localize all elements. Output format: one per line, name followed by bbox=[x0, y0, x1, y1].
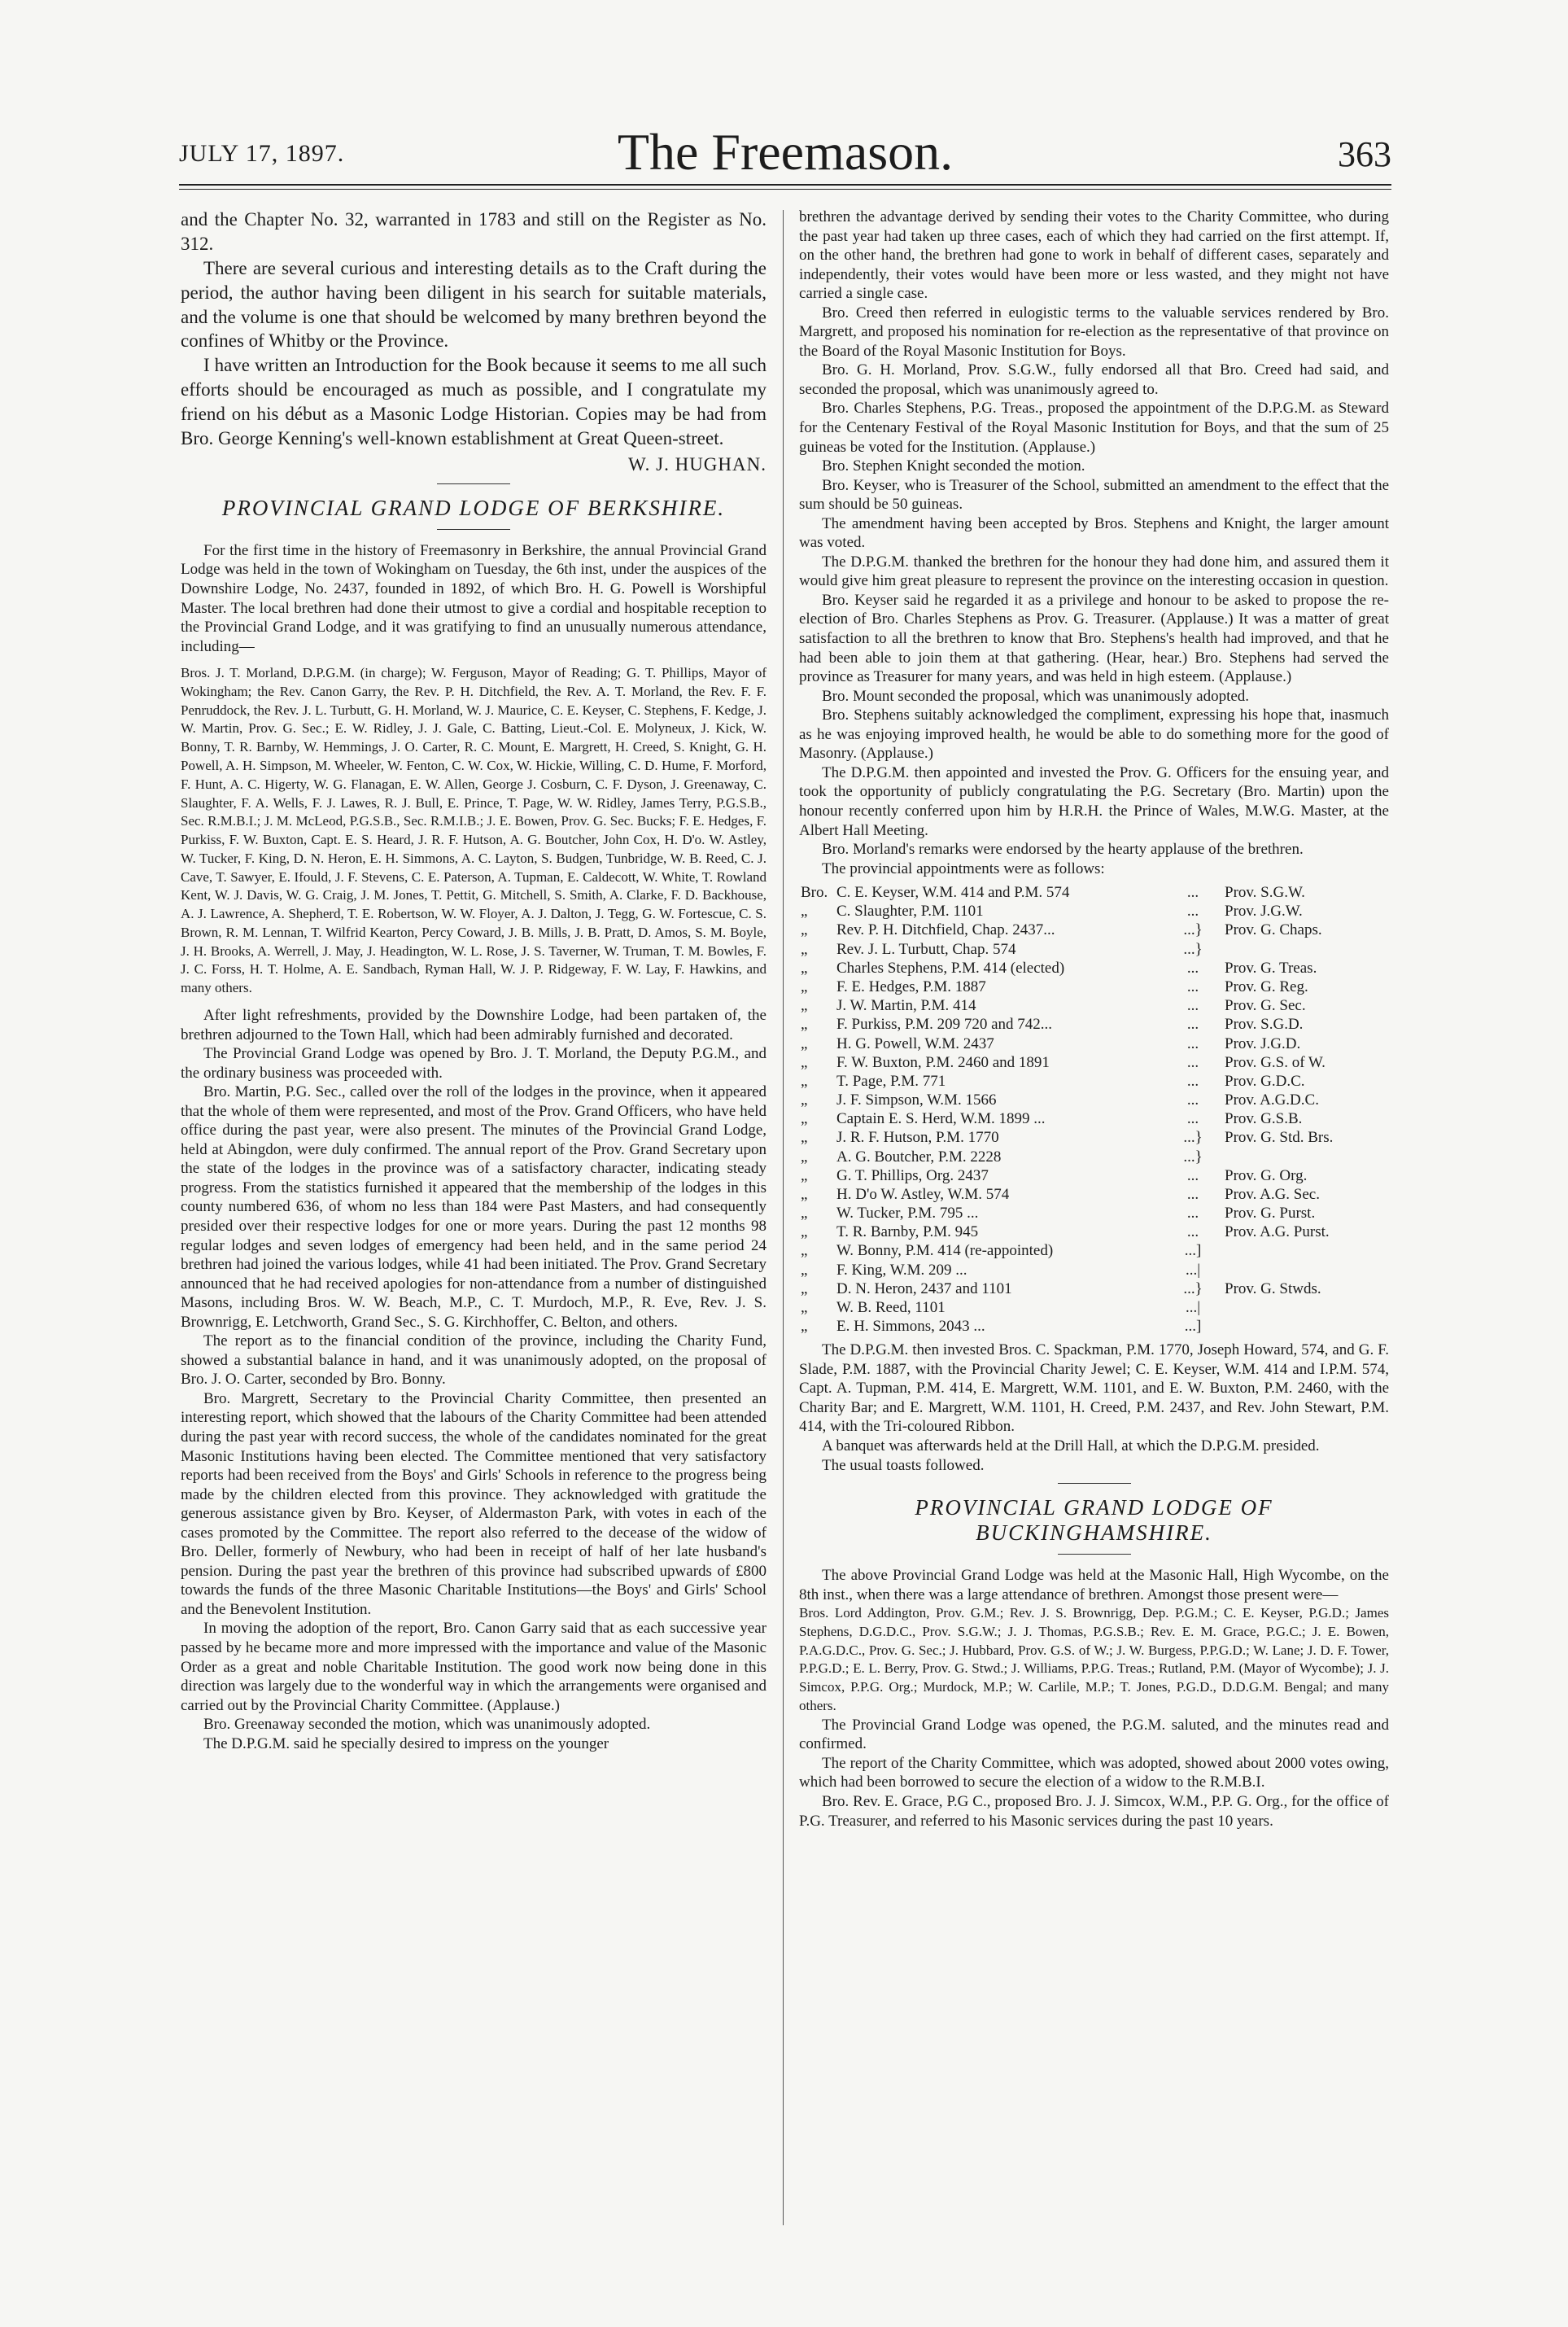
appointment-prefix: „ bbox=[801, 1223, 808, 1241]
paragraph: A banquet was afterwards held at the Drill Hall, at which the D.P.G.M. presided. bbox=[822, 1437, 1320, 1454]
paragraph: The Provincial Grand Lodge was opened by Bro. J. T. Morland, the Deputy P.G.M., and the ordinary business was proceeded with. bbox=[181, 1045, 767, 1082]
appointment-row bbox=[799, 1015, 1389, 1034]
appointment-prefix: „ bbox=[801, 1129, 808, 1147]
leader-dots: ... bbox=[1186, 1205, 1199, 1223]
leader-dots: ...| bbox=[1185, 1298, 1201, 1316]
leader-dots: ... bbox=[1186, 1185, 1199, 1203]
appointee-name: F. W. Buxton, P.M. 2460 and 1891 bbox=[836, 1053, 1050, 1071]
section-rule bbox=[437, 483, 510, 484]
paragraph: Bro. Rev. E. Grace, P.G C., proposed Bro. J. J. Simcox, W.M., P.P. G. Org., for the office of P.G. Treasurer, and referred to his Masonic services during the past 10 years. bbox=[799, 1792, 1389, 1830]
appointee-name: H. G. Powell, W.M. 2437 bbox=[836, 1034, 994, 1052]
appointment-prefix: „ bbox=[801, 1034, 808, 1052]
paragraph: The Provincial Grand Lodge was opened, the P.G.M. saluted, and the minutes read and confirmed. bbox=[799, 1716, 1389, 1753]
appointment-prefix: „ bbox=[801, 1072, 808, 1090]
appointment-prefix: „ bbox=[801, 1279, 808, 1297]
appointee-name: W. Bonny, P.M. 414 (re-appointed) bbox=[836, 1242, 1054, 1260]
appointment-row bbox=[799, 996, 1389, 1015]
appointee-name: Rev. P. H. Ditchfield, Chap. 2437... bbox=[836, 921, 1055, 939]
leader-dots: ... bbox=[1186, 997, 1199, 1015]
paragraph: The report as to the financial condition of the province, including the Charity Fund, showed a substantial balance in hand, and it was unanimously adopted, on the proposal of Bro. J. O. Carter, seconded by Bro. Bonny. bbox=[181, 1332, 767, 1389]
appointment-prefix: Bro. bbox=[801, 884, 828, 902]
paragraph: The D.P.G.M. said he specially desired to impress on the younger bbox=[203, 1734, 609, 1752]
leader-dots: ... bbox=[1186, 959, 1199, 977]
office-title: Prov. G.D.C. bbox=[1225, 1072, 1305, 1090]
appointee-name: G. T. Phillips, Org. 2437 bbox=[836, 1166, 989, 1184]
appointment-prefix: „ bbox=[801, 997, 808, 1015]
page-number: 363 bbox=[1338, 134, 1391, 174]
leader-dots: ... bbox=[1186, 1072, 1199, 1090]
paragraph: Bro. Creed then referred in eulogistic terms to the valuable services rendered by Bro. Margrett, and proposed his nomination for re-election as the representative of that province on the Board of the Royal Masonic Institution for Boys. bbox=[799, 304, 1389, 360]
appointment-prefix: „ bbox=[801, 1242, 808, 1260]
paragraph: Bro. Margrett, Secretary to the Provincial Charity Committee, then presented an interesting report, which showed that the labours of the Charity Committee had been attended during the past year with record success, the whole of the candidates nominated for the great Masonic Institutions having been elected. The Committee mentioned that very satisfactory reports had been received from the Boys' and Girls' Schools in reference to the progress being made by the children elected from this province. They acknowledged with gratitude the generous assistance given by Bro. Keyser, of Aldermaston Park, with votes in each of the cases promoted by the Committee. The report also referred to the decease of the widow of Bro. Deller, formerly of Newbury, who had been in receipt of half of her late husband's pension. During the past year the brethren of this province had subscribed upwards of £800 towards the funds of the three Masonic Charitable Institutions—the Boys' and Girls' School and the Benevolent Institution. bbox=[181, 1389, 767, 1618]
paragraph: The D.P.G.M. then invested Bros. C. Spackman, P.M. 1770, Joseph Howard, 574, and G. F. Slade, P.M. 1887, with the Provincial Charity Jewel; C. E. Keyser, W.M. 414 and I.P.M. 574, Capt. A. Tupman, P.M. 414, E. Margrett, W.M. 1101, and E. W. Buxton, P.M. 2460, with the Charity Bar; and E. Margrett, W.M. 1101, H. Creed, P.M. 2437, and Rev. John Stewart, P.M. 414, with the Tri-coloured Ribbon. bbox=[799, 1341, 1389, 1436]
issue-date: JULY 17, 1897. bbox=[179, 140, 345, 167]
appointee-name: F. E. Hedges, P.M. 1887 bbox=[836, 978, 986, 995]
appointee-name: J. F. Simpson, W.M. 1566 bbox=[836, 1091, 997, 1109]
appointee-name: J. R. F. Hutson, P.M. 1770 bbox=[836, 1129, 999, 1147]
office-title: Prov. G. Chaps. bbox=[1225, 921, 1322, 939]
paragraph: There are several curious and interesting details as to the Craft during the period, the author having been diligent in his search for suitable materials, and the volume is one that should be welcomed by many brethren beyond the confines of Whitby or the Province. bbox=[181, 257, 767, 352]
leader-dots: ... bbox=[1186, 1166, 1199, 1184]
paragraph: Bro. Martin, P.G. Sec., called over the roll of the lodges in the province, when it appeared that the whole of them were represented, and most of the Prov. Grand Officers, who have held office during the past year, were also present. The minutes of the Provincial Grand Lodge, held at Abingdon, were duly confirmed. The annual report of the Prov. Grand Secretary upon the state of the lodges in the province was of a satisfactory character, indicating steady progress. From the statistics furnished it appeared that the membership of the lodges in this county numbered 636, of whom no less than 184 were Past Masters, and had consequently presided over their respective lodges for one or more years. During the past 12 months 98 regular lodges and seven lodges of emergency had been held, and in the same period 24 brethren had joined the various lodges, while 41 had been initiated. The Prov. Grand Secretary announced that he had received apologies for non-attendance from a number of distinguished Masons, including Bros. W. W. Beach, M.P., C. T. Murdoch, M.P., R. Eve, Rev. J. S. Brownrigg, E. Letchworth, Grand Sec., S. G. Kirchhoffer, C. Belton, and others. bbox=[181, 1083, 767, 1331]
appointment-prefix: „ bbox=[801, 1166, 808, 1184]
appointment-prefix: „ bbox=[801, 1053, 808, 1071]
appointment-prefix: „ bbox=[801, 1261, 808, 1279]
appointee-name: Charles Stephens, P.M. 414 (elected) bbox=[836, 959, 1065, 977]
paragraph: After light refreshments, provided by the Downshire Lodge, had been partaken of, the brethren adjourned to the Town Hall, which had been admirably furnished and decorated. bbox=[181, 1006, 767, 1043]
leader-dots: ... bbox=[1186, 978, 1199, 995]
leader-dots: ...} bbox=[1183, 1279, 1203, 1297]
right-column bbox=[799, 208, 1389, 2229]
section-rule bbox=[1058, 1554, 1131, 1555]
column-divider bbox=[783, 210, 784, 2225]
appointment-row bbox=[799, 978, 1389, 996]
office-title bbox=[1223, 1148, 1389, 1166]
leader-dots: ...| bbox=[1185, 1261, 1201, 1279]
paragraph: For the first time in the history of Freemasonry in Berkshire, the annual Provincial Grand Lodge was held in the town of Wokingham on Tuesday, the 6th inst, under the auspices of the Downshire Lodge, No. 2437, founded in 1892, of which Bro. H. G. Powell is Worshipful Master. The local brethren had done their utmost to give a cordial and hospitable reception to the Provincial Grand Lodge, and it was gratifying to find an unusually numerous attendance, including— bbox=[181, 541, 767, 655]
appointments-table bbox=[799, 883, 1389, 1336]
office-title: Prov. S.G.D. bbox=[1225, 1016, 1304, 1034]
paragraph: Bro. Greenaway seconded the motion, which was unanimously adopted. bbox=[203, 1716, 651, 1734]
appointee-name: F. Purkiss, P.M. 209 720 and 742... bbox=[836, 1016, 1053, 1034]
appointment-row bbox=[799, 1241, 1389, 1260]
paragraph: Bro. Morland's remarks were endorsed by the hearty applause of the brethren. bbox=[822, 841, 1304, 859]
paragraph: and the Chapter No. 32, warranted in 1783 and still on the Register as No. 312. bbox=[181, 209, 767, 254]
paragraph: Bro. G. H. Morland, Prov. S.G.W., fully endorsed all that Bro. Creed had said, and seconded the proposal, which was unanimously agreed to. bbox=[799, 361, 1389, 398]
office-title: Prov. G. Purst. bbox=[1225, 1205, 1316, 1223]
office-title bbox=[1223, 1298, 1389, 1317]
appointment-row bbox=[799, 940, 1389, 959]
office-title bbox=[1223, 1241, 1389, 1260]
appointment-row bbox=[799, 1091, 1389, 1109]
appointment-row bbox=[799, 1185, 1389, 1204]
office-title: Prov. J.G.D. bbox=[1225, 1034, 1301, 1052]
office-title: Prov. G. Std. Brs. bbox=[1225, 1129, 1334, 1147]
paragraph: The report of the Charity Committee, which was adopted, showed about 2000 votes owing, which had been borrowed to secure the election of a widow to the R.M.B.I. bbox=[799, 1754, 1389, 1791]
leader-dots: ...} bbox=[1183, 940, 1203, 958]
appointment-prefix: „ bbox=[801, 940, 808, 958]
appointee-name: T. Page, P.M. 771 bbox=[836, 1072, 946, 1090]
office-title: Prov. G. Treas. bbox=[1225, 959, 1317, 977]
appointee-name: J. W. Martin, P.M. 414 bbox=[836, 997, 976, 1015]
office-title bbox=[1223, 940, 1389, 959]
appointment-prefix: „ bbox=[801, 959, 808, 977]
appointee-name: C. E. Keyser, W.M. 414 and P.M. 574 bbox=[836, 884, 1070, 902]
office-title bbox=[1223, 1261, 1389, 1279]
appointment-prefix: „ bbox=[801, 1318, 808, 1336]
appointment-prefix: „ bbox=[801, 1091, 808, 1109]
office-title: Prov. G.S. of W. bbox=[1225, 1053, 1326, 1071]
paragraph: The provincial appointments were as follows: bbox=[822, 860, 1105, 877]
office-title bbox=[1223, 1317, 1389, 1336]
office-title: Prov. S.G.W. bbox=[1225, 884, 1305, 902]
office-title: Prov. G. Org. bbox=[1225, 1166, 1308, 1184]
appointment-row bbox=[799, 959, 1389, 978]
appointee-name: C. Slaughter, P.M. 1101 bbox=[836, 903, 984, 921]
leader-dots: ... bbox=[1186, 1091, 1199, 1109]
paragraph: The usual toasts followed. bbox=[822, 1456, 985, 1474]
masthead bbox=[179, 122, 1391, 192]
paragraph: The D.P.G.M. thanked the brethren for the honour they had done him, and assured them it would give him great pleasure to represent the province on the interesting occasion in question. bbox=[799, 553, 1389, 590]
appointment-prefix: „ bbox=[801, 903, 808, 921]
section-rule bbox=[1058, 1483, 1131, 1484]
leader-dots: ... bbox=[1186, 1034, 1199, 1052]
paragraph: The above Provincial Grand Lodge was held at the Masonic Hall, High Wycombe, on the 8th inst., when there was a large attendance of brethren. Amongst those present were— bbox=[799, 1567, 1389, 1603]
leader-dots: ...} bbox=[1183, 1148, 1203, 1166]
office-title: Prov. G. Reg. bbox=[1225, 978, 1308, 995]
paragraph: brethren the advantage derived by sending their votes to the Charity Committee, who during the past year had taken up three cases, each of which they had carried on the first attempt. If, on the other hand, the brethren had gone to work in behalf of different cases, separately and independently, their votes would have been more or less wasted, and they might not have carried a single case. bbox=[799, 208, 1389, 303]
paragraph: The amendment having been accepted by Bros. Stephens and Knight, the larger amount was voted. bbox=[799, 514, 1389, 552]
appointee-name: E. H. Simmons, 2043 ... bbox=[836, 1318, 985, 1336]
appointee-name: A. G. Boutcher, P.M. 2228 bbox=[836, 1148, 1002, 1166]
office-title: Prov. A.G. Purst. bbox=[1225, 1223, 1330, 1241]
leader-dots: ... bbox=[1186, 903, 1199, 921]
leader-dots: ... bbox=[1186, 1016, 1199, 1034]
appointee-name: Rev. J. L. Turbutt, Chap. 574 bbox=[836, 940, 1016, 958]
appointment-row bbox=[799, 921, 1389, 939]
office-title: Prov. G.S.B. bbox=[1225, 1110, 1303, 1128]
paragraph: The D.P.G.M. then appointed and invested the Prov. G. Officers for the ensuing year, and took the opportunity of publicly congratulating the P.G. Secretary (Bro. Martin) upon the honour recently conferred upon him by H.R.H. the Prince of Wales, M.W.G. Master, at the Albert Hall Meeting. bbox=[799, 763, 1389, 839]
appointment-prefix: „ bbox=[801, 1110, 808, 1128]
appointment-row bbox=[799, 1279, 1389, 1298]
section-heading: PROVINCIAL GRAND LODGE OF BERKSHIRE. bbox=[221, 495, 726, 520]
appointment-row bbox=[799, 1261, 1389, 1279]
office-title: Prov. G. Stwds. bbox=[1225, 1279, 1321, 1297]
leader-dots: ...} bbox=[1183, 1129, 1203, 1147]
paragraph: I have written an Introduction for the Book because it seems to me all such efforts should be encouraged as much as possible, and I congratulate my friend on his début as a Masonic Lodge Historian. Copies may be had from Bro. George Kenning's well-known establishment at Great Queen-street. bbox=[181, 355, 767, 449]
leader-dots: ... bbox=[1186, 1223, 1199, 1241]
office-title: Prov. J.G.W. bbox=[1225, 903, 1303, 921]
section-heading: PROVINCIAL GRAND LODGE OF BUCKINGHAMSHIRE. bbox=[915, 1495, 1273, 1546]
attendee-list: Bros. Lord Addington, Prov. G.M.; Rev. J. S. Brownrigg, Dep. P.G.M.; C. E. Keyser, P.G.D.; James Stephens, D.G.D.C., Prov. S.G.W.; J. J. Thomas, P.G.S.B.; Rev. E. M. Grace, P.G.C.; J. E. Bowen, P.A.G.D.C., Prov. G. Sec.; J. Hubbard, Prov. G.S. of W.; J. W. Burgess, P.P.G.D.; W. Lane; J. D. F. Tower, P.P.G.D.; E. L. Berry, Prov. G. Stwd.; J. Williams, P.P.G. Treas.; Rutland, P.M. (Mayor of Wycombe); J. J. Simcox, P.P.G. Org.; Murdock, M.P.; W. Carlile, M.P.; T. Jones, P.G.D., D.D.G.M. Bengal; and many others. bbox=[799, 1605, 1389, 1714]
appointment-prefix: „ bbox=[801, 1205, 808, 1223]
paragraph: Bro. Stephens suitably acknowledged the compliment, expressing his hope that, inasmuch as he was enjoying improved health, he would be able to do something more for the good of Masonry. (Applause.) bbox=[799, 706, 1389, 763]
paragraph: Bro. Stephen Knight seconded the motion. bbox=[822, 457, 1085, 475]
appointment-row bbox=[799, 1053, 1389, 1072]
header-rule-thin bbox=[179, 189, 1391, 190]
paragraph: Bro. Mount seconded the proposal, which was unanimously adopted. bbox=[822, 687, 1250, 705]
appointment-prefix: „ bbox=[801, 1298, 808, 1316]
appointment-prefix: „ bbox=[801, 1016, 808, 1034]
paragraph: Bro. Keyser said he regarded it as a privilege and honour to be asked to propose the re-election of Bro. Charles Stephens as Prov. G. Treasurer. (Applause.) It was a matter of great satisfaction to all the brethren to know that Bro. Stephens's health had improved, and that he had been able to join them at that gathering. (Hear, hear.) Bro. Stephens had served the province as Treasurer for many years, and was held in high esteem. (Applause.) bbox=[799, 591, 1389, 686]
appointment-row bbox=[799, 902, 1389, 921]
appointment-row bbox=[799, 883, 1389, 902]
attendee-list: Bros. J. T. Morland, D.P.G.M. (in charge); W. Ferguson, Mayor of Reading; G. T. Phillips, Mayor of Wokingham; the Rev. Canon Garry, the Rev. P. H. Ditchfield, the Rev. A. T. Morland, the Rev. F. F. Penruddock, the Rev. J. L. Turbutt, G. H. Morland, W. J. Maurice, C. E. Keyser, C. Stephens, F. Kedge, J. W. Martin, Prov. G. Sec.; E. W. Ridley, J. J. Gale, C. Batting, Lieut.-Col. E. Molyneux, J. Kick, W. Bonny, T. R. Barnby, W. Hemmings, J. O. Carter, R. C. Mount, E. Margrett, H. Creed, S. Knight, G. H. Powell, A. H. Simpson, M. Wheeler, W. Fenton, C. W. Cox, W. Hickie, Willing, C. D. Hume, F. Morford, F. Hunt, A. C. Higerty, W. G. Flanagan, E. W. Allen, George J. Cosburn, C. F. Dyson, J. Greenaway, C. Slaughter, F. A. Wells, F. J. Lawes, R. J. Bull, E. Prince, T. Page, W. W. Ridley, James Terry, P.G.S.B., Sec. R.M.B.I.; J. M. McLeod, P.G.S.B., Sec. R.M.I.B.; J. E. Bowen, Prov. G. Sec. Bucks; F. E. Hedges, F. Purkiss, F. W. Buxton, Capt. E. S. Heard, J. R. F. Hutson, A. G. Boutcher, John Cox, H. D'o. W. Astley, W. Tucker, F. King, D. N. Heron, E. H. Simmons, A. C. Layton, S. Budgen, Tunbridge, W. B. Reed, C. J. Cave, T. Sawyer, E. Ifould, J. F. Stevens, C. E. Paterson, A. Tupman, E. Caldecott, W. White, T. Rowland Kent, W. J. Davis, W. G. Craig, J. M. Jones, T. Pettit, G. Mitchell, S. Smith, A. Clarke, F. D. Backhouse, A. J. Lawrence, A. Shepherd, T. E. Robertson, W. W. Floyer, A. J. Dalton, J. Tegg, G. W. Fortescue, C. S. Brown, R. M. Lennan, T. Wilfrid Kearton, Percy Coward, J. B. Mills, J. B. Pratt, D. Amos, S. M. Boyle, J. H. Brooks, A. Werrell, J. May, J. Headington, W. L. Rose, J. S. Taverner, W. Truman, T. M. Bowles, F. J. C. Forss, H. T. Holme, A. E. Sandbach, Ryman Hall, W. J. P. Ridgeway, F. W. Lay, F. Hawkins, and many others. bbox=[181, 665, 767, 996]
appointment-row bbox=[799, 1034, 1389, 1053]
newspaper-title: The Freemason. bbox=[617, 123, 954, 181]
appointment-row bbox=[799, 1128, 1389, 1147]
leader-dots: ...] bbox=[1184, 1242, 1202, 1260]
left-column bbox=[181, 208, 767, 2229]
header-rule bbox=[179, 184, 1391, 186]
appointment-row bbox=[799, 1298, 1389, 1317]
appointee-name: F. King, W.M. 209 ... bbox=[836, 1261, 967, 1279]
appointment-row bbox=[799, 1166, 1389, 1185]
office-title: Prov. G. Sec. bbox=[1225, 997, 1306, 1015]
appointee-name: Captain E. S. Herd, W.M. 1899 ... bbox=[836, 1110, 1046, 1128]
leader-dots: ... bbox=[1186, 1110, 1199, 1128]
appointment-prefix: „ bbox=[801, 1148, 808, 1166]
appointment-row bbox=[799, 1317, 1389, 1336]
leader-dots: ... bbox=[1186, 1053, 1199, 1071]
appointment-row bbox=[799, 1204, 1389, 1223]
leader-dots: ...} bbox=[1183, 921, 1203, 939]
appointee-name: D. N. Heron, 2437 and 1101 bbox=[836, 1279, 1012, 1297]
appointee-name: T. R. Barnby, P.M. 945 bbox=[836, 1223, 979, 1241]
appointment-row bbox=[799, 1109, 1389, 1128]
office-title: Prov. A.G. Sec. bbox=[1225, 1185, 1320, 1203]
paragraph: In moving the adoption of the report, Bro. Canon Garry said that as each successive year passed by he became more and more impressed with the importance and value of the Masonic Order as a great and noble Charitable Institution. The good work now being done in this direction was largely due to the wonderful way in which the arrangements were organised and carried out by the Provincial Charity Committee. (Applause.) bbox=[181, 1620, 767, 1714]
section-rule bbox=[437, 529, 510, 530]
appointment-prefix: „ bbox=[801, 1185, 808, 1203]
appointee-name: W. B. Reed, 1101 bbox=[836, 1298, 946, 1316]
paragraph: Bro. Charles Stephens, P.G. Treas., proposed the appointment of the D.P.G.M. as Steward for the Centenary Festival of the Royal Masonic Institution for Boys, and that the sum of 25 guineas be voted for the Institution. (Applause.) bbox=[799, 400, 1389, 456]
appointment-prefix: „ bbox=[801, 921, 808, 939]
appointment-prefix: „ bbox=[801, 978, 808, 995]
office-title: Prov. A.G.D.C. bbox=[1225, 1091, 1319, 1109]
leader-dots: ... bbox=[1186, 884, 1199, 902]
paragraph: Bro. Keyser, who is Treasurer of the School, submitted an amendment to the effect that the sum should be 50 guineas. bbox=[799, 476, 1389, 514]
appointment-row bbox=[799, 1223, 1389, 1241]
appointment-row bbox=[799, 1148, 1389, 1166]
appointee-name: H. D'o W. Astley, W.M. 574 bbox=[836, 1185, 1010, 1203]
appointee-name: W. Tucker, P.M. 795 ... bbox=[836, 1205, 979, 1223]
author-signature: W. J. HUGHAN. bbox=[628, 453, 767, 475]
appointment-row bbox=[799, 1072, 1389, 1091]
leader-dots: ...] bbox=[1184, 1318, 1202, 1336]
